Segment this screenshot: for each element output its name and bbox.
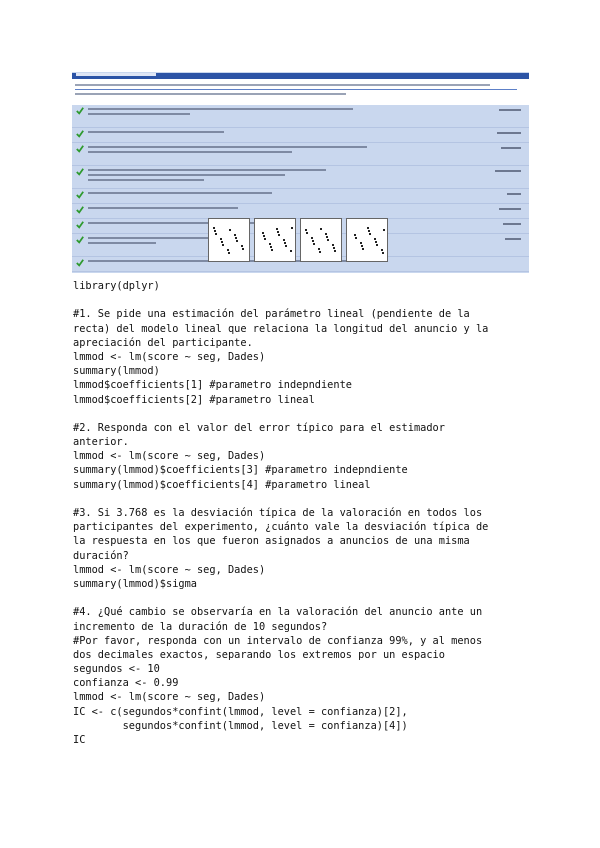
boxplot-thumbnail xyxy=(300,218,342,262)
screenshot-instructions xyxy=(72,79,529,105)
boxplot-thumbnail xyxy=(254,218,296,262)
question-row xyxy=(72,143,529,166)
code-line: dos decimales exactos, separando los extremos por un espacio xyxy=(73,648,445,661)
code-line: lmmod <- lm(score ~ seg, Dades) xyxy=(73,691,266,704)
checkmark-icon xyxy=(76,259,84,267)
code-line: #4. ¿Qué cambio se observaría en la valoración del anuncio ante un xyxy=(73,606,483,619)
code-line: summary(lmmod)$coefficients[3] #parametro indepndiente xyxy=(73,464,408,477)
question-row xyxy=(72,204,529,219)
code-line: summary(lmmod)$sigma xyxy=(73,577,197,590)
code-line: segundos*confint(lmmod, level = confianza)[4]) xyxy=(73,719,408,732)
code-line xyxy=(73,293,543,307)
code-line: #1. Se pide una estimación del parámetro lineal (pendiente de la xyxy=(73,308,470,321)
code-line: apreciación del participante. xyxy=(73,336,253,349)
code-line: anterior. xyxy=(73,436,129,449)
question-row xyxy=(72,189,529,204)
code-line: IC <- c(segundos*confint(lmmod, level = confianza)[2], xyxy=(73,705,408,718)
checkmark-icon xyxy=(76,130,84,138)
code-line: lmmod$coefficients[1] #parametro indepndiente xyxy=(73,379,352,392)
code-line: IC xyxy=(73,734,86,746)
r-code-listing xyxy=(73,279,543,747)
boxplot-thumbnail xyxy=(346,218,388,262)
checkmark-icon xyxy=(76,168,84,176)
code-line: #3. Si 3.768 es la desviación típica de la valoración en todos los xyxy=(73,507,483,519)
code-line: library(dplyr) xyxy=(73,280,160,292)
checkmark-icon xyxy=(76,107,84,115)
code-line: lmmod <- lm(score ~ seg, Dades) xyxy=(73,563,266,576)
question-row xyxy=(72,166,529,189)
code-line xyxy=(73,492,543,506)
code-line xyxy=(73,591,543,605)
code-line: #Por favor, responda con un intervalo de confianza 99%, y al menos xyxy=(73,634,483,647)
code-line: lmmod <- lm(score ~ seg, Dades) xyxy=(73,350,266,363)
boxplot-thumbnail xyxy=(208,218,250,262)
code-line: incremento de la duración de 10 segundos? xyxy=(73,620,328,633)
checkmark-icon xyxy=(76,221,84,229)
code-line: #2. Responda con el valor del error típico para el estimador xyxy=(73,421,445,434)
code-line: lmmod$coefficients[2] #parametro lineal xyxy=(73,393,315,406)
code-line: duración? xyxy=(73,549,129,562)
question-row xyxy=(72,105,529,128)
checkmark-icon xyxy=(76,145,84,153)
code-line: la respuesta en los que fueron asignados a anuncios de una misma xyxy=(73,535,470,548)
boxplot-thumbnails xyxy=(208,218,394,262)
code-line: summary(lmmod)$coefficients[4] #parametro lineal xyxy=(73,478,371,491)
code-line xyxy=(73,407,543,421)
code-line: recta) del modelo lineal que relaciona la longitud del anuncio y la xyxy=(73,322,489,335)
code-line: confianza <- 0.99 xyxy=(73,677,179,690)
quiz-screenshot xyxy=(72,72,529,273)
question-row xyxy=(72,128,529,143)
code-line: participantes del experimento, ¿cuánto vale la desviación típica de xyxy=(73,521,489,534)
checkmark-icon xyxy=(76,191,84,199)
checkmark-icon xyxy=(76,236,84,244)
code-line: summary(lmmod) xyxy=(73,365,160,378)
code-line: lmmod <- lm(score ~ seg, Dades) xyxy=(73,450,266,463)
code-line: segundos <- 10 xyxy=(73,663,160,676)
checkmark-icon xyxy=(76,206,84,214)
